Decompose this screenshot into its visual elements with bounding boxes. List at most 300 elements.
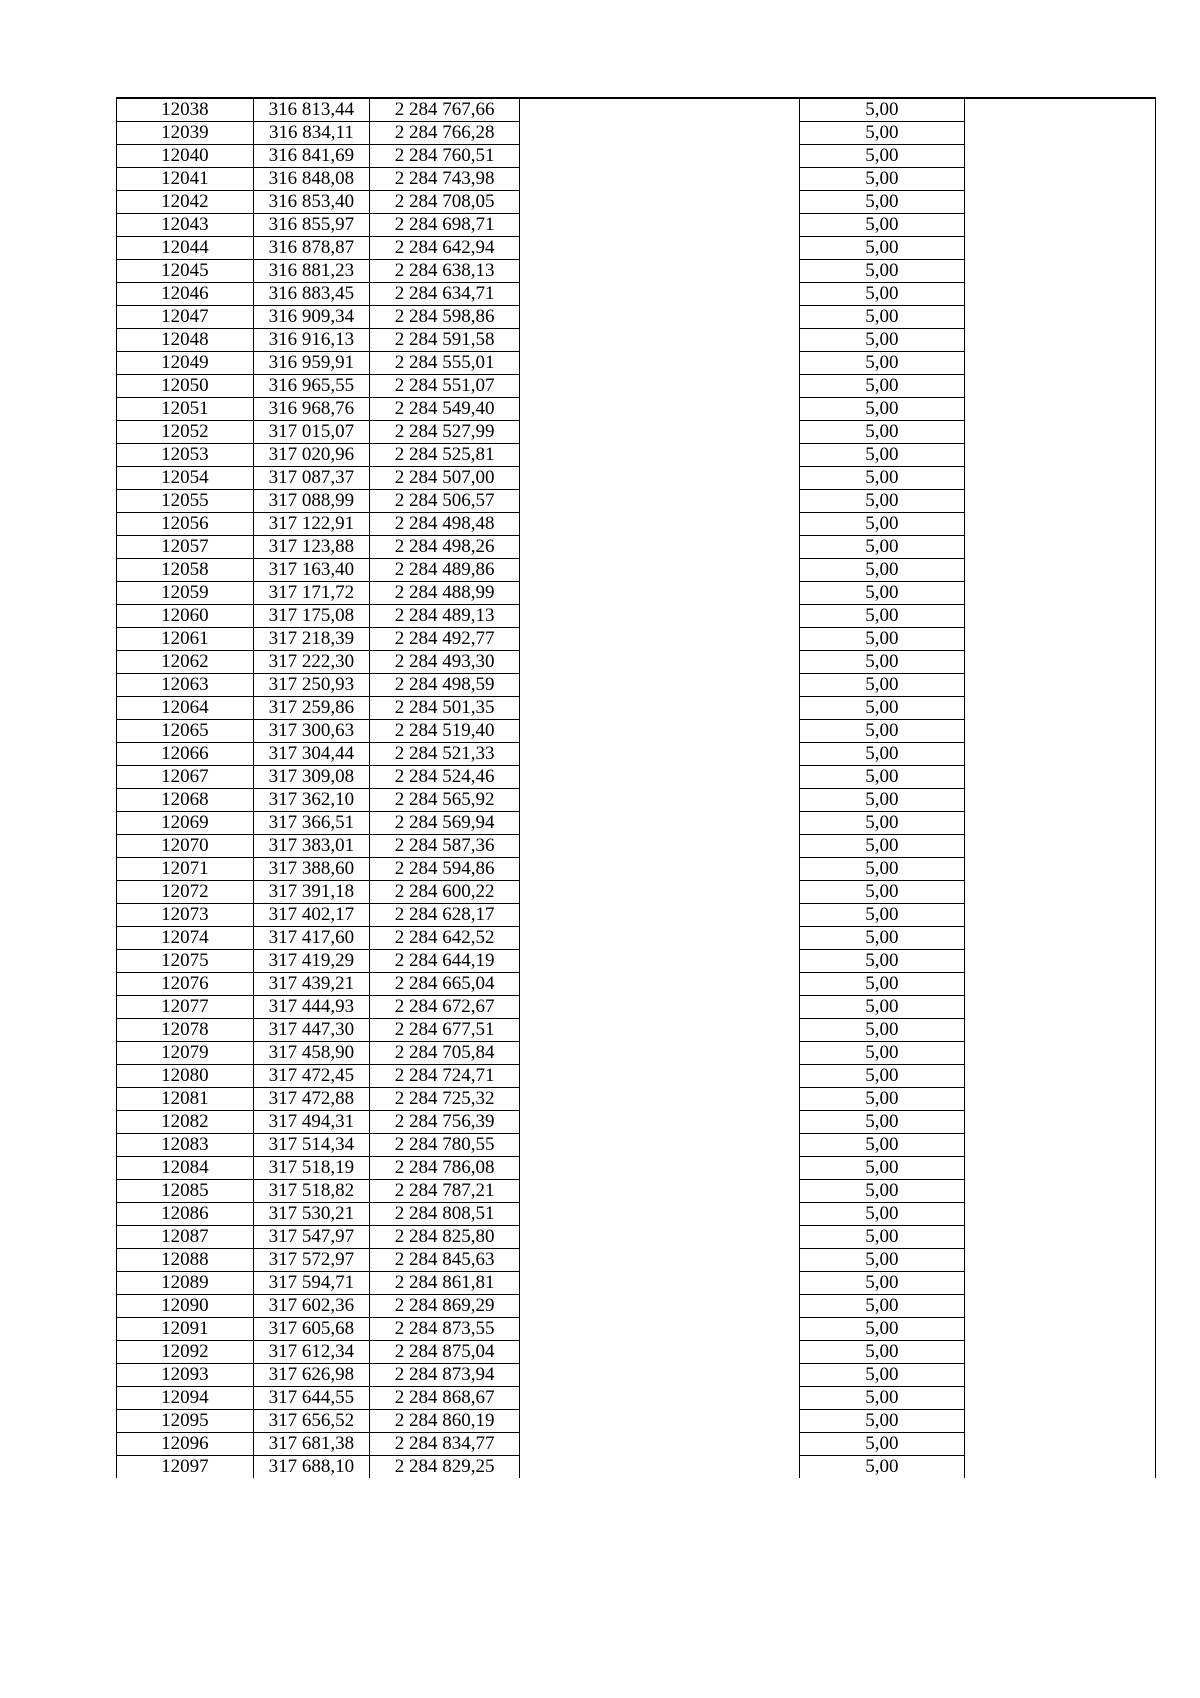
empty-cell [520,352,800,375]
point-number-cell: 12064 [117,697,254,720]
x-coordinate-cell: 317 391,18 [253,881,369,904]
value-cell: 5,00 [800,1387,965,1410]
x-coordinate-cell: 317 518,82 [253,1180,369,1203]
empty-cell [520,444,800,467]
empty-cell [520,490,800,513]
y-coordinate-cell: 2 284 677,51 [370,1019,520,1042]
point-number-cell: 12070 [117,835,254,858]
empty-cell [964,490,1155,513]
empty-cell [520,1433,800,1456]
empty-cell [964,1410,1155,1433]
x-coordinate-cell: 317 259,86 [253,697,369,720]
table-row [117,1180,1156,1203]
value-cell: 5,00 [800,674,965,697]
x-coordinate-cell: 317 015,07 [253,421,369,444]
x-coordinate-cell: 317 300,63 [253,720,369,743]
value-cell: 5,00 [800,1410,965,1433]
y-coordinate-cell: 2 284 638,13 [370,260,520,283]
table-row [117,674,1156,697]
y-coordinate-cell: 2 284 787,21 [370,1180,520,1203]
table-row [117,582,1156,605]
y-coordinate-cell: 2 284 743,98 [370,168,520,191]
empty-cell [520,329,800,352]
empty-cell [520,605,800,628]
value-cell: 5,00 [800,536,965,559]
empty-cell [520,1203,800,1226]
value-cell: 5,00 [800,145,965,168]
table-row [117,1203,1156,1226]
table-row [117,1341,1156,1364]
table-row [117,214,1156,237]
y-coordinate-cell: 2 284 507,00 [370,467,520,490]
empty-cell [964,743,1155,766]
empty-cell [964,145,1155,168]
point-number-cell: 12077 [117,996,254,1019]
point-number-cell: 12094 [117,1387,254,1410]
empty-cell [520,306,800,329]
empty-cell [964,651,1155,674]
value-cell: 5,00 [800,766,965,789]
y-coordinate-cell: 2 284 555,01 [370,352,520,375]
x-coordinate-cell: 316 881,23 [253,260,369,283]
value-cell: 5,00 [800,513,965,536]
empty-cell [520,1180,800,1203]
y-coordinate-cell: 2 284 498,26 [370,536,520,559]
x-coordinate-cell: 317 366,51 [253,812,369,835]
x-coordinate-cell: 316 965,55 [253,375,369,398]
value-cell: 5,00 [800,444,965,467]
value-cell: 5,00 [800,835,965,858]
empty-cell [964,375,1155,398]
value-cell: 5,00 [800,1341,965,1364]
point-number-cell: 12096 [117,1433,254,1456]
empty-cell [964,904,1155,927]
empty-cell [964,1249,1155,1272]
empty-cell [520,1042,800,1065]
point-number-cell: 12040 [117,145,254,168]
y-coordinate-cell: 2 284 698,71 [370,214,520,237]
x-coordinate-cell: 317 518,19 [253,1157,369,1180]
point-number-cell: 12039 [117,122,254,145]
empty-cell [520,1295,800,1318]
table-row [117,973,1156,996]
empty-cell [964,1295,1155,1318]
value-cell: 5,00 [800,1226,965,1249]
empty-cell [520,582,800,605]
x-coordinate-cell: 317 472,88 [253,1088,369,1111]
y-coordinate-cell: 2 284 860,19 [370,1410,520,1433]
table-row [117,904,1156,927]
empty-cell [964,1203,1155,1226]
table-row [117,490,1156,513]
y-coordinate-cell: 2 284 498,59 [370,674,520,697]
empty-cell [520,191,800,214]
table-row [117,467,1156,490]
value-cell: 5,00 [800,306,965,329]
empty-cell [520,835,800,858]
empty-cell [964,1180,1155,1203]
x-coordinate-cell: 317 171,72 [253,582,369,605]
point-number-cell: 12095 [117,1410,254,1433]
point-number-cell: 12086 [117,1203,254,1226]
point-number-cell: 12068 [117,789,254,812]
empty-cell [520,237,800,260]
value-cell: 5,00 [800,1433,965,1456]
y-coordinate-cell: 2 284 634,71 [370,283,520,306]
empty-cell [964,191,1155,214]
empty-cell [520,398,800,421]
value-cell: 5,00 [800,697,965,720]
value-cell: 5,00 [800,214,965,237]
y-coordinate-cell: 2 284 672,67 [370,996,520,1019]
empty-cell [964,950,1155,973]
x-coordinate-cell: 316 878,87 [253,237,369,260]
x-coordinate-cell: 317 417,60 [253,927,369,950]
y-coordinate-cell: 2 284 501,35 [370,697,520,720]
y-coordinate-cell: 2 284 808,51 [370,1203,520,1226]
empty-cell [520,1111,800,1134]
y-coordinate-cell: 2 284 766,28 [370,122,520,145]
y-coordinate-cell: 2 284 868,67 [370,1387,520,1410]
x-coordinate-cell: 317 626,98 [253,1364,369,1387]
value-cell: 5,00 [800,398,965,421]
y-coordinate-cell: 2 284 724,71 [370,1065,520,1088]
value-cell: 5,00 [800,260,965,283]
table-row [117,950,1156,973]
value-cell: 5,00 [800,743,965,766]
value-cell: 5,00 [800,973,965,996]
point-number-cell: 12076 [117,973,254,996]
empty-cell [964,697,1155,720]
point-number-cell: 12041 [117,168,254,191]
empty-cell [520,651,800,674]
empty-cell [520,513,800,536]
x-coordinate-cell: 317 594,71 [253,1272,369,1295]
x-coordinate-cell: 317 087,37 [253,467,369,490]
point-number-cell: 12049 [117,352,254,375]
empty-cell [964,1111,1155,1134]
point-number-cell: 12042 [117,191,254,214]
y-coordinate-cell: 2 284 873,94 [370,1364,520,1387]
y-coordinate-cell: 2 284 642,94 [370,237,520,260]
x-coordinate-cell: 317 514,34 [253,1134,369,1157]
x-coordinate-cell: 317 472,45 [253,1065,369,1088]
point-number-cell: 12079 [117,1042,254,1065]
y-coordinate-cell: 2 284 569,94 [370,812,520,835]
table-row [117,1088,1156,1111]
table-row [117,766,1156,789]
empty-cell [964,168,1155,191]
value-cell: 5,00 [800,1249,965,1272]
table-row [117,191,1156,214]
x-coordinate-cell: 317 218,39 [253,628,369,651]
point-number-cell: 12067 [117,766,254,789]
table-row [117,398,1156,421]
table-row [117,1295,1156,1318]
value-cell: 5,00 [800,950,965,973]
x-coordinate-cell: 317 383,01 [253,835,369,858]
table-row [117,98,1156,122]
empty-cell [964,881,1155,904]
point-number-cell: 12056 [117,513,254,536]
point-number-cell: 12073 [117,904,254,927]
value-cell: 5,00 [800,98,965,122]
value-cell: 5,00 [800,858,965,881]
x-coordinate-cell: 316 848,08 [253,168,369,191]
point-number-cell: 12081 [117,1088,254,1111]
empty-cell [520,1088,800,1111]
y-coordinate-cell: 2 284 767,66 [370,98,520,122]
point-number-cell: 12090 [117,1295,254,1318]
y-coordinate-cell: 2 284 861,81 [370,1272,520,1295]
y-coordinate-cell: 2 284 780,55 [370,1134,520,1157]
table-row [117,122,1156,145]
table-row [117,306,1156,329]
value-cell: 5,00 [800,1364,965,1387]
table-row [117,835,1156,858]
value-cell: 5,00 [800,1157,965,1180]
x-coordinate-cell: 316 959,91 [253,352,369,375]
table-row [117,1387,1156,1410]
x-coordinate-cell: 317 122,91 [253,513,369,536]
table-row [117,1433,1156,1456]
x-coordinate-cell: 317 222,30 [253,651,369,674]
y-coordinate-cell: 2 284 760,51 [370,145,520,168]
x-coordinate-cell: 317 530,21 [253,1203,369,1226]
y-coordinate-cell: 2 284 489,13 [370,605,520,628]
table-row [117,697,1156,720]
empty-cell [520,743,800,766]
point-number-cell: 12052 [117,421,254,444]
table-row [117,881,1156,904]
table-row [117,743,1156,766]
y-coordinate-cell: 2 284 875,04 [370,1341,520,1364]
x-coordinate-cell: 317 250,93 [253,674,369,697]
empty-cell [520,421,800,444]
value-cell: 5,00 [800,1065,965,1088]
y-coordinate-cell: 2 284 725,32 [370,1088,520,1111]
value-cell: 5,00 [800,1203,965,1226]
empty-cell [520,467,800,490]
table-row [117,375,1156,398]
empty-cell [964,559,1155,582]
empty-cell [520,927,800,950]
empty-cell [964,927,1155,950]
table-row [117,283,1156,306]
table-row [117,789,1156,812]
y-coordinate-cell: 2 284 493,30 [370,651,520,674]
empty-cell [964,1226,1155,1249]
y-coordinate-cell: 2 284 834,77 [370,1433,520,1456]
empty-cell [964,329,1155,352]
empty-cell [520,1410,800,1433]
y-coordinate-cell: 2 284 665,04 [370,973,520,996]
point-number-cell: 12046 [117,283,254,306]
point-number-cell: 12093 [117,1364,254,1387]
value-cell: 5,00 [800,996,965,1019]
point-number-cell: 12072 [117,881,254,904]
point-number-cell: 12083 [117,1134,254,1157]
y-coordinate-cell: 2 284 521,33 [370,743,520,766]
empty-cell [520,1364,800,1387]
x-coordinate-cell: 317 444,93 [253,996,369,1019]
value-cell: 5,00 [800,490,965,513]
table-row [117,812,1156,835]
x-coordinate-cell: 317 494,31 [253,1111,369,1134]
point-number-cell: 12092 [117,1341,254,1364]
empty-cell [964,444,1155,467]
x-coordinate-cell: 317 572,97 [253,1249,369,1272]
y-coordinate-cell: 2 284 873,55 [370,1318,520,1341]
point-number-cell: 12063 [117,674,254,697]
empty-cell [520,1456,800,1479]
y-coordinate-cell: 2 284 825,80 [370,1226,520,1249]
value-cell: 5,00 [800,720,965,743]
empty-cell [964,812,1155,835]
y-coordinate-cell: 2 284 489,86 [370,559,520,582]
y-coordinate-cell: 2 284 600,22 [370,881,520,904]
point-number-cell: 12058 [117,559,254,582]
point-number-cell: 12089 [117,1272,254,1295]
y-coordinate-cell: 2 284 869,29 [370,1295,520,1318]
table-row [117,1019,1156,1042]
value-cell: 5,00 [800,1295,965,1318]
value-cell: 5,00 [800,881,965,904]
x-coordinate-cell: 316 916,13 [253,329,369,352]
y-coordinate-cell: 2 284 519,40 [370,720,520,743]
empty-cell [964,1134,1155,1157]
table-row [117,237,1156,260]
point-number-cell: 12053 [117,444,254,467]
table-row [117,628,1156,651]
empty-cell [520,1249,800,1272]
empty-cell [520,973,800,996]
table-row [117,513,1156,536]
value-cell: 5,00 [800,1111,965,1134]
point-number-cell: 12091 [117,1318,254,1341]
value-cell: 5,00 [800,812,965,835]
empty-cell [964,835,1155,858]
point-number-cell: 12059 [117,582,254,605]
value-cell: 5,00 [800,467,965,490]
table-row [117,996,1156,1019]
empty-cell [964,283,1155,306]
point-number-cell: 12044 [117,237,254,260]
x-coordinate-cell: 316 834,11 [253,122,369,145]
point-number-cell: 12078 [117,1019,254,1042]
empty-cell [520,812,800,835]
value-cell: 5,00 [800,191,965,214]
point-number-cell: 12071 [117,858,254,881]
table-row [117,927,1156,950]
table-row [117,1042,1156,1065]
x-coordinate-cell: 317 419,29 [253,950,369,973]
empty-cell [964,398,1155,421]
x-coordinate-cell: 317 605,68 [253,1318,369,1341]
point-number-cell: 12055 [117,490,254,513]
table-row [117,1111,1156,1134]
empty-cell [964,582,1155,605]
empty-cell [520,260,800,283]
value-cell: 5,00 [800,927,965,950]
table-row [117,1364,1156,1387]
point-number-cell: 12038 [117,98,254,122]
empty-cell [964,1042,1155,1065]
x-coordinate-cell: 317 612,34 [253,1341,369,1364]
table-row [117,720,1156,743]
x-coordinate-cell: 317 020,96 [253,444,369,467]
empty-cell [964,766,1155,789]
empty-cell [520,720,800,743]
table-row [117,1157,1156,1180]
table-row [117,1410,1156,1433]
empty-cell [964,674,1155,697]
x-coordinate-cell: 316 853,40 [253,191,369,214]
empty-cell [520,1134,800,1157]
empty-cell [520,375,800,398]
empty-cell [520,1272,800,1295]
empty-cell [520,145,800,168]
value-cell: 5,00 [800,1456,965,1479]
x-coordinate-cell: 317 402,17 [253,904,369,927]
table-row [117,1318,1156,1341]
y-coordinate-cell: 2 284 708,05 [370,191,520,214]
point-number-cell: 12066 [117,743,254,766]
empty-cell [964,467,1155,490]
empty-cell [964,1272,1155,1295]
empty-cell [520,1226,800,1249]
x-coordinate-cell: 317 175,08 [253,605,369,628]
x-coordinate-cell: 316 813,44 [253,98,369,122]
y-coordinate-cell: 2 284 506,57 [370,490,520,513]
table-row [117,168,1156,191]
y-coordinate-cell: 2 284 786,08 [370,1157,520,1180]
empty-cell [964,98,1155,122]
y-coordinate-cell: 2 284 492,77 [370,628,520,651]
empty-cell [964,260,1155,283]
empty-cell [964,973,1155,996]
point-number-cell: 12061 [117,628,254,651]
point-number-cell: 12084 [117,1157,254,1180]
x-coordinate-cell: 317 304,44 [253,743,369,766]
point-number-cell: 12050 [117,375,254,398]
table-row [117,1272,1156,1295]
empty-cell [520,122,800,145]
empty-cell [964,536,1155,559]
empty-cell [520,766,800,789]
x-coordinate-cell: 317 439,21 [253,973,369,996]
table-row [117,858,1156,881]
x-coordinate-cell: 317 602,36 [253,1295,369,1318]
value-cell: 5,00 [800,582,965,605]
y-coordinate-cell: 2 284 829,25 [370,1456,520,1479]
table-row [117,145,1156,168]
x-coordinate-cell: 316 855,97 [253,214,369,237]
empty-cell [964,1019,1155,1042]
point-number-cell: 12088 [117,1249,254,1272]
point-number-cell: 12062 [117,651,254,674]
empty-cell [520,996,800,1019]
y-coordinate-cell: 2 284 705,84 [370,1042,520,1065]
x-coordinate-cell: 317 547,97 [253,1226,369,1249]
value-cell: 5,00 [800,904,965,927]
point-number-cell: 12065 [117,720,254,743]
empty-cell [964,214,1155,237]
y-coordinate-cell: 2 284 628,17 [370,904,520,927]
value-cell: 5,00 [800,789,965,812]
value-cell: 5,00 [800,1134,965,1157]
point-number-cell: 12047 [117,306,254,329]
